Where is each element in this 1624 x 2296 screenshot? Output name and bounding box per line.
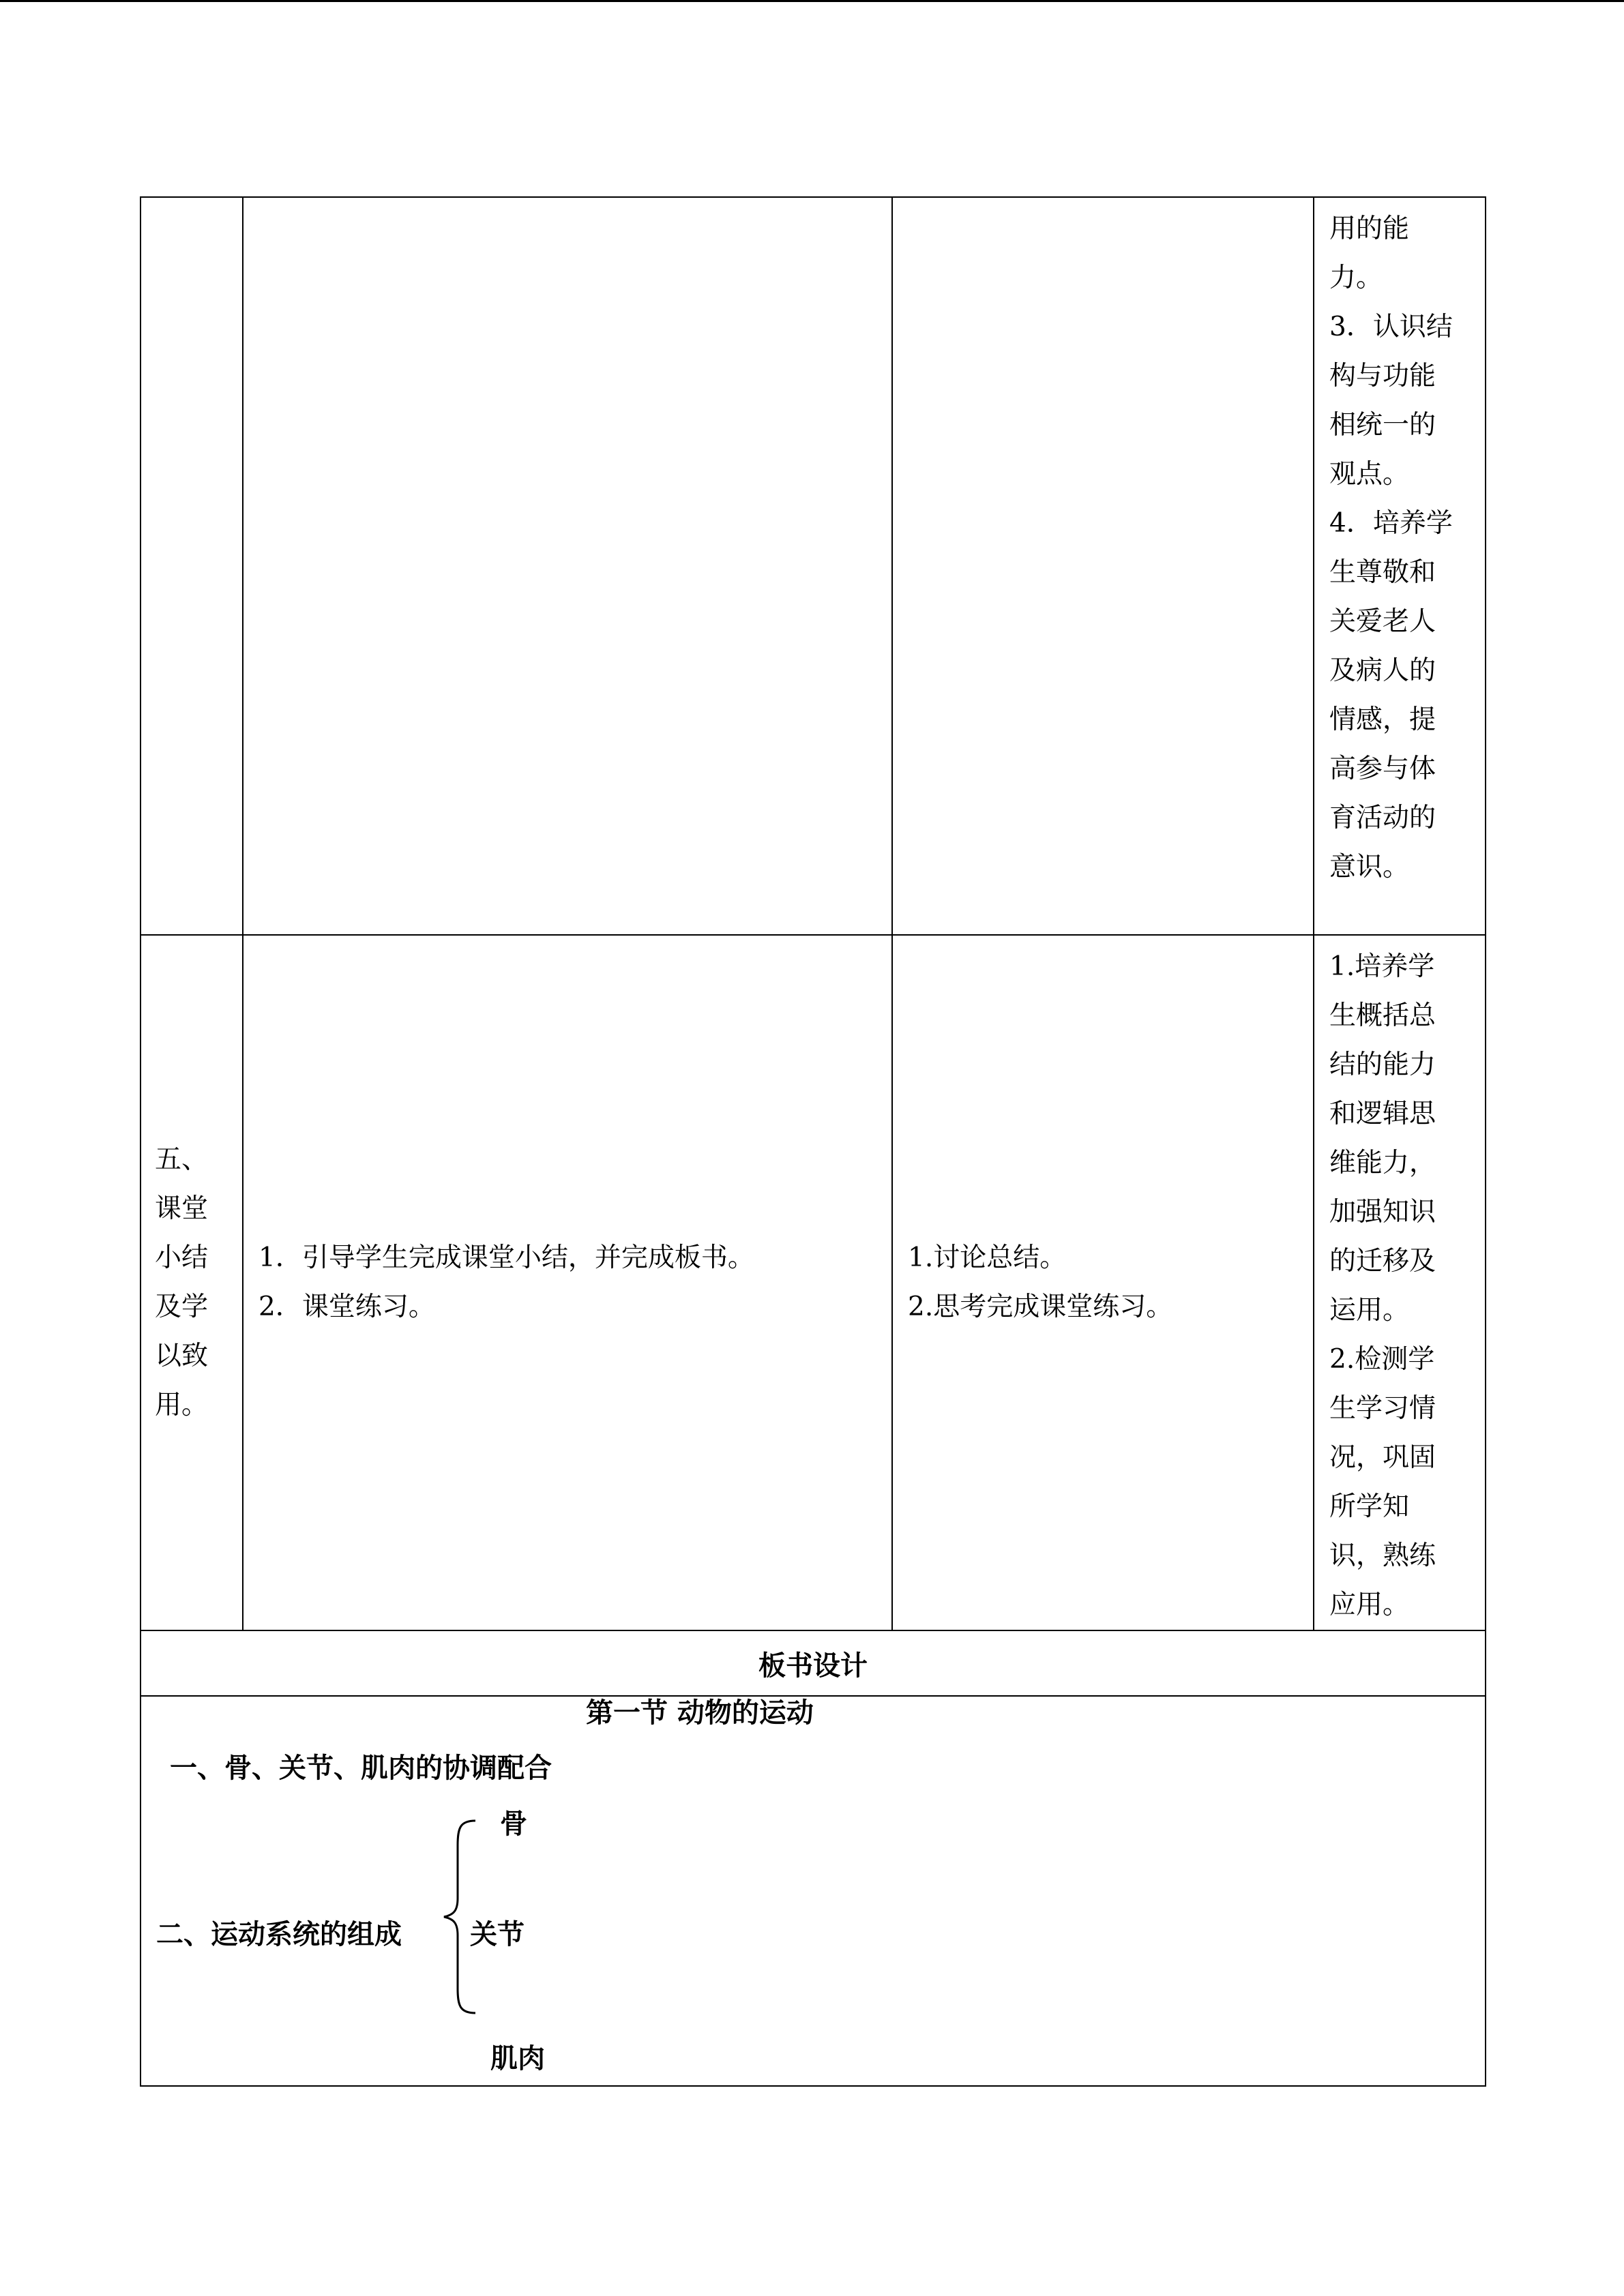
stage-line: 五、: [155, 1144, 209, 1175]
design-intent-cell: [1314, 197, 1486, 935]
teacher-activity-cell: [243, 197, 892, 935]
stage-cell: [141, 197, 243, 935]
intent-line: 观点。: [1329, 459, 1410, 490]
intent-line: 的迁移及: [1329, 1246, 1436, 1277]
intent-line: 构与功能: [1329, 361, 1436, 391]
board-content-row: [141, 1696, 1486, 2086]
design-intent-cell: [1314, 935, 1486, 1630]
table-row: [141, 935, 1486, 1630]
stage-line: 用。: [155, 1390, 209, 1420]
intent-line: 所学知: [1329, 1491, 1410, 1522]
intent-line: 加强知识: [1329, 1197, 1436, 1227]
intent-line: 关爱老人: [1329, 606, 1436, 637]
teacher-line: 2．课堂练习。: [259, 1292, 435, 1322]
intent-line: 用的能: [1329, 213, 1410, 244]
board-component-joint: 关节: [470, 1919, 525, 1950]
table-row: [141, 197, 1486, 935]
intent-line: 1.培养学: [1329, 951, 1435, 982]
board-line-1: 一、骨、关节、肌肉的协调配合: [170, 1753, 552, 1784]
intent-line: 应用。: [1329, 1590, 1410, 1620]
lesson-plan-table: [140, 196, 1486, 2087]
curly-brace-icon: [440, 1818, 481, 2016]
board-component-muscle: 肌肉: [490, 2043, 545, 2074]
intent-line: 情感，提: [1329, 704, 1436, 735]
stage-line: 以致: [155, 1341, 209, 1371]
intent-line: 4．培养学: [1329, 508, 1453, 539]
board-line-2: 二、运动系统的组成: [156, 1919, 402, 1950]
student-line: 1.讨论总结。: [908, 1242, 1067, 1273]
intent-line: 相统一的: [1329, 410, 1436, 441]
intent-line: 力。: [1329, 263, 1383, 293]
teacher-activity-cell: [243, 935, 892, 1630]
intent-line: 和逻辑思: [1329, 1099, 1436, 1129]
page-top-border: [0, 0, 1624, 2]
intent-line: 意识。: [1329, 852, 1410, 882]
stage-line: 小结: [155, 1242, 209, 1273]
board-design-heading: 板书设计: [141, 1630, 1486, 1696]
intent-line: 及病人的: [1329, 655, 1436, 686]
student-line: 2.思考完成课堂练习。: [908, 1292, 1173, 1322]
intent-line: 识，熟练: [1329, 1540, 1436, 1571]
intent-line: 运用。: [1329, 1295, 1410, 1326]
intent-line: 维能力，: [1329, 1148, 1436, 1178]
stage-cell: [141, 935, 243, 1630]
intent-line: 况，巩固: [1329, 1442, 1436, 1473]
intent-line: 2.检测学: [1329, 1344, 1435, 1375]
board-design-content: [141, 1696, 1486, 2086]
stage-line: 及学: [155, 1292, 209, 1322]
student-activity-cell: [892, 197, 1314, 935]
intent-line: 育活动的: [1329, 803, 1436, 833]
teacher-line: 1．引导学生完成课堂小结，并完成板书。: [259, 1242, 754, 1273]
stage-line: 课堂: [155, 1193, 209, 1224]
board-title: 第一节 动物的运动: [586, 1697, 814, 1729]
intent-line: 高参与体: [1329, 754, 1436, 784]
board-component-bone: 骨: [500, 1808, 527, 1840]
board-heading-row: [141, 1630, 1486, 1696]
intent-line: 3．认识结: [1329, 312, 1453, 342]
intent-line: 生学习情: [1329, 1393, 1436, 1424]
intent-line: 生概括总: [1329, 1000, 1436, 1031]
intent-line: 结的能力: [1329, 1049, 1436, 1080]
intent-line: 生尊敬和: [1329, 557, 1436, 588]
student-activity-cell: [892, 935, 1314, 1630]
